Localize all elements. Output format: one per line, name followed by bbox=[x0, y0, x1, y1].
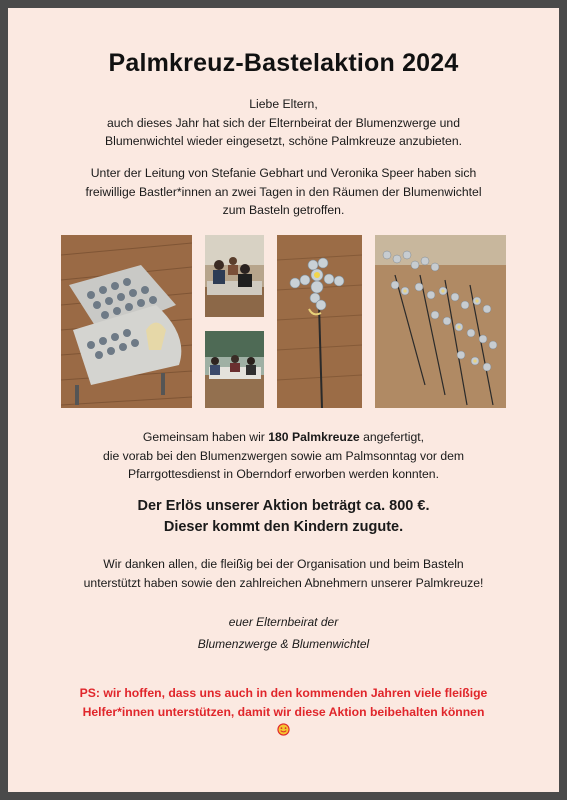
page-title: Palmkreuz-Bastelaktion 2024 bbox=[108, 49, 459, 77]
signature-line-2: Blumenzwerge & Blumenwichtel bbox=[197, 637, 370, 651]
proceeds-line-1: Der Erlös unserer Aktion beträgt ca. 800 €. bbox=[137, 498, 430, 514]
ps-paragraph bbox=[28, 684, 539, 742]
thanks-paragraph bbox=[28, 555, 539, 592]
proceeds-line-2: Dieser kommt den Kindern zugute. bbox=[163, 519, 404, 535]
photo-children-at-table bbox=[205, 331, 264, 408]
result-line-1: Gemeinsam haben wir 180 Palmkreuze angefertigt, bbox=[142, 430, 425, 444]
result-line-3: Pfarrgottesdienst in Oberndorf erworben werden konnten. bbox=[128, 467, 439, 481]
organizers-line-2: freiwillige Bastler*innen an zwei Tagen in den Räumen der Blumenwichtel bbox=[85, 184, 482, 199]
thanks-line-2: unterstützt haben sowie den zahlreichen Abnehmern unserer Palmkreuze! bbox=[83, 575, 484, 590]
organizers-paragraph bbox=[28, 164, 539, 220]
smiley-icon bbox=[277, 723, 290, 736]
photo-tables-with-crosses bbox=[61, 235, 192, 408]
result-line-2: die vorab bei den Blumenzwergen sowie am Palmsonntag vor dem bbox=[102, 448, 465, 463]
organizers-line-3: zum Basteln getroffen. bbox=[222, 203, 345, 217]
ps-line-1: PS: wir hoffen, dass uns auch in den kommenden Jahren viele fleißige bbox=[79, 686, 488, 700]
ps-line-2: Helfer*innen unterstützen, damit wir diese Aktion beibehalten können bbox=[82, 705, 485, 719]
thanks-line-1: Wir danken allen, die fleißig bei der Organisation und beim Basteln bbox=[103, 557, 464, 571]
flyer-page bbox=[8, 8, 559, 792]
result-paragraph bbox=[28, 428, 539, 484]
crosses-count: 180 Palmkreuze bbox=[268, 430, 360, 444]
intro-line-1: auch dieses Jahr hat sich der Elternbeirat der Blumenzwerge und bbox=[107, 115, 460, 130]
organizers-line-1: Unter der Leitung von Stefanie Gebhart und Veronika Speer haben sich bbox=[90, 166, 477, 180]
greeting: Liebe Eltern, bbox=[249, 97, 318, 111]
photo-many-palm-crosses bbox=[375, 235, 506, 408]
signature-block bbox=[28, 611, 539, 655]
photo-volunteers-crafting bbox=[205, 235, 264, 317]
intro-line-2: Blumenwichtel wieder eingesetzt, schöne Palmkreuze anzubieten. bbox=[104, 134, 463, 148]
intro-paragraph bbox=[28, 95, 539, 151]
signature-line-1: euer Elternbeirat der bbox=[228, 615, 339, 629]
proceeds-paragraph bbox=[28, 496, 539, 538]
photo-single-palm-cross bbox=[277, 235, 362, 408]
